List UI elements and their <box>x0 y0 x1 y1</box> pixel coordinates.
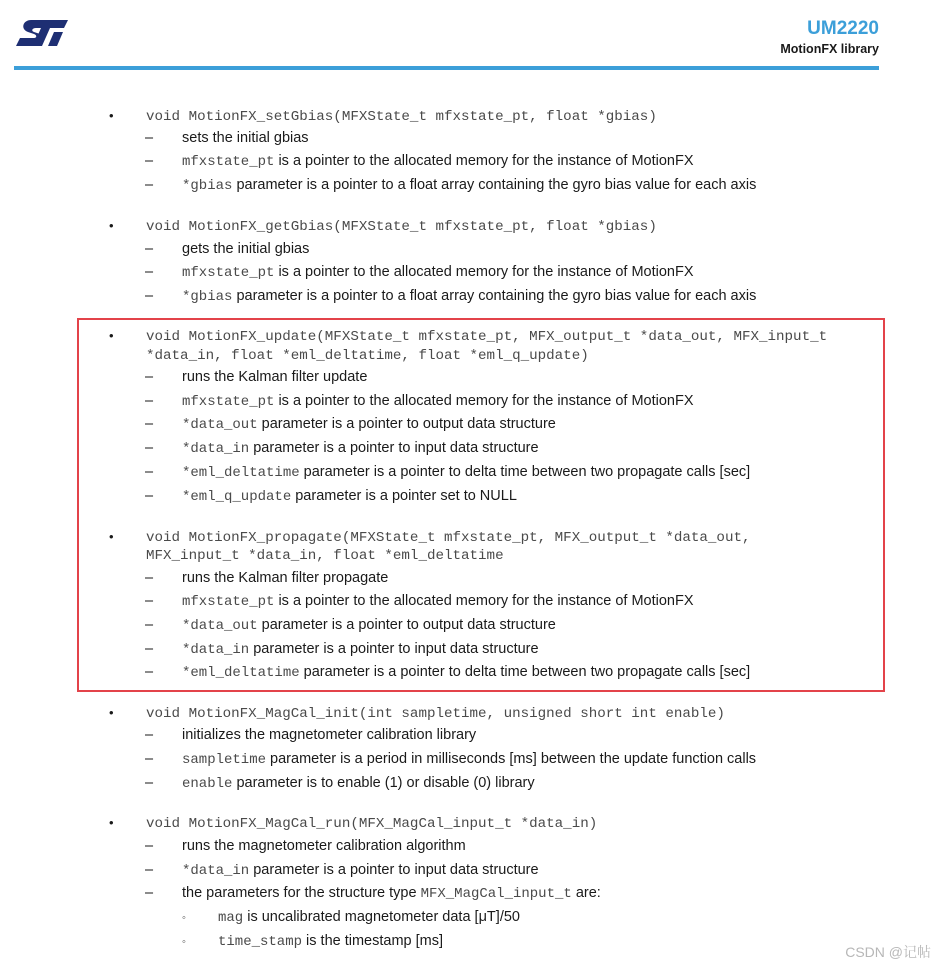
item-text: *gbias parameter is a pointer to a float array containing the gyro bias value for each axis <box>182 177 757 194</box>
dash-icon: – <box>145 488 154 504</box>
function-signature: void MotionFX_update(MFXState_t mfxstate_pt, MFX_output_t *data_out, MFX_input_t <box>146 329 828 345</box>
dash-icon: – <box>145 838 154 854</box>
item-text: gets the initial gbias <box>182 241 310 257</box>
item-text: initializes the magnetometer calibration library <box>182 727 477 743</box>
list-item <box>0 885 937 907</box>
item-text: mfxstate_pt is a pointer to the allocated memory for the instance of MotionFX <box>182 264 694 281</box>
item-text: enable parameter is to enable (1) or disable (0) library <box>182 775 535 792</box>
dash-icon: – <box>145 369 154 385</box>
item-text: mfxstate_pt is a pointer to the allocated memory for the instance of MotionFX <box>182 593 694 610</box>
dash-icon: – <box>145 664 154 680</box>
bullet-icon: • <box>109 328 114 343</box>
item-text: *eml_deltatime parameter is a pointer to delta time between two propagate calls [sec] <box>182 664 751 681</box>
item-text: time_stamp is the timestamp [ms] <box>218 933 444 950</box>
dash-icon: – <box>145 751 154 767</box>
circle-bullet-icon: ◦ <box>182 912 186 924</box>
item-text: *data_out parameter is a pointer to output data structure <box>182 617 556 634</box>
document-subtitle: MotionFX library <box>780 42 879 56</box>
dash-icon: – <box>145 885 154 901</box>
function-signature: void MotionFX_propagate(MFXState_t mfxstate_pt, MFX_output_t *data_out, <box>146 530 751 546</box>
list-item <box>0 838 937 860</box>
item-text: *gbias parameter is a pointer to a float array containing the gyro bias value for each axis <box>182 288 757 305</box>
dash-icon: – <box>145 727 154 743</box>
page-header <box>0 0 937 80</box>
item-text: runs the magnetometer calibration algorithm <box>182 838 466 854</box>
function-signature: void MotionFX_getGbias(MFXState_t mfxstate_pt, float *gbias) <box>146 219 657 235</box>
dash-icon: – <box>145 241 154 257</box>
function-signature-continued: *data_in, float *eml_deltatime, float *eml_q_update) <box>146 348 589 364</box>
dash-icon: – <box>145 130 154 146</box>
nested-list-item <box>0 909 937 931</box>
list-item <box>0 130 937 152</box>
dash-icon: – <box>145 617 154 633</box>
function-signature-continued: MFX_input_t *data_in, float *eml_deltatime <box>146 548 504 564</box>
list-item <box>0 751 937 773</box>
item-text: *eml_q_update parameter is a pointer set to NULL <box>182 488 517 505</box>
list-item <box>0 593 937 615</box>
list-item <box>0 416 937 438</box>
dash-icon: – <box>145 570 154 586</box>
item-text: *data_in parameter is a pointer to input data structure <box>182 641 539 658</box>
document-id: UM2220 <box>807 18 879 39</box>
list-item <box>0 570 937 592</box>
item-text: the parameters for the structure type MFX_MagCal_input_t are: <box>182 885 601 902</box>
watermark: CSDN @记帖 <box>845 944 931 960</box>
dash-icon: – <box>145 440 154 456</box>
function-signature: void MotionFX_MagCal_run(MFX_MagCal_input_t *data_in) <box>146 816 598 832</box>
bullet-icon: • <box>109 108 114 123</box>
list-item <box>0 177 937 199</box>
dash-icon: – <box>145 416 154 432</box>
item-text: mfxstate_pt is a pointer to the allocated memory for the instance of MotionFX <box>182 393 694 410</box>
dash-icon: – <box>145 153 154 169</box>
item-text: runs the Kalman filter propagate <box>182 570 389 586</box>
dash-icon: – <box>145 177 154 193</box>
dash-icon: – <box>145 862 154 878</box>
function-signature: void MotionFX_MagCal_init(int sampletime, unsigned short int enable) <box>146 706 725 722</box>
list-item <box>0 464 937 486</box>
list-item <box>0 393 937 415</box>
dash-icon: – <box>145 775 154 791</box>
list-item <box>0 264 937 286</box>
list-item <box>0 440 937 462</box>
header-divider <box>14 66 879 70</box>
item-text: *data_in parameter is a pointer to input data structure <box>182 862 539 879</box>
dash-icon: – <box>145 641 154 657</box>
function-signature: void MotionFX_setGbias(MFXState_t mfxstate_pt, float *gbias) <box>146 109 657 125</box>
item-text: sampletime parameter is a period in milliseconds [ms] between the update function calls <box>182 751 757 768</box>
list-item <box>0 241 937 263</box>
item-text: mag is uncalibrated magnetometer data [μT]/50 <box>218 909 520 926</box>
list-item <box>0 727 937 749</box>
item-text: *eml_deltatime parameter is a pointer to delta time between two propagate calls [sec] <box>182 464 751 481</box>
list-item <box>0 369 937 391</box>
nested-list-item <box>0 933 937 955</box>
dash-icon: – <box>145 464 154 480</box>
list-item <box>0 288 937 310</box>
bullet-icon: • <box>109 529 114 544</box>
item-text: *data_in parameter is a pointer to input data structure <box>182 440 539 457</box>
list-item <box>0 617 937 639</box>
circle-bullet-icon: ◦ <box>182 936 186 948</box>
st-logo-icon <box>14 18 70 48</box>
list-item <box>0 775 937 797</box>
list-item <box>0 862 937 884</box>
item-text: mfxstate_pt is a pointer to the allocated memory for the instance of MotionFX <box>182 153 694 170</box>
bullet-icon: • <box>109 815 114 830</box>
dash-icon: – <box>145 288 154 304</box>
item-text: *data_out parameter is a pointer to output data structure <box>182 416 556 433</box>
item-text: runs the Kalman filter update <box>182 369 368 385</box>
list-item <box>0 488 937 510</box>
dash-icon: – <box>145 593 154 609</box>
dash-icon: – <box>145 264 154 280</box>
item-text: sets the initial gbias <box>182 130 309 146</box>
bullet-icon: • <box>109 218 114 233</box>
bullet-icon: • <box>109 705 114 720</box>
list-item <box>0 641 937 663</box>
dash-icon: – <box>145 393 154 409</box>
list-item <box>0 664 937 686</box>
list-item <box>0 153 937 175</box>
